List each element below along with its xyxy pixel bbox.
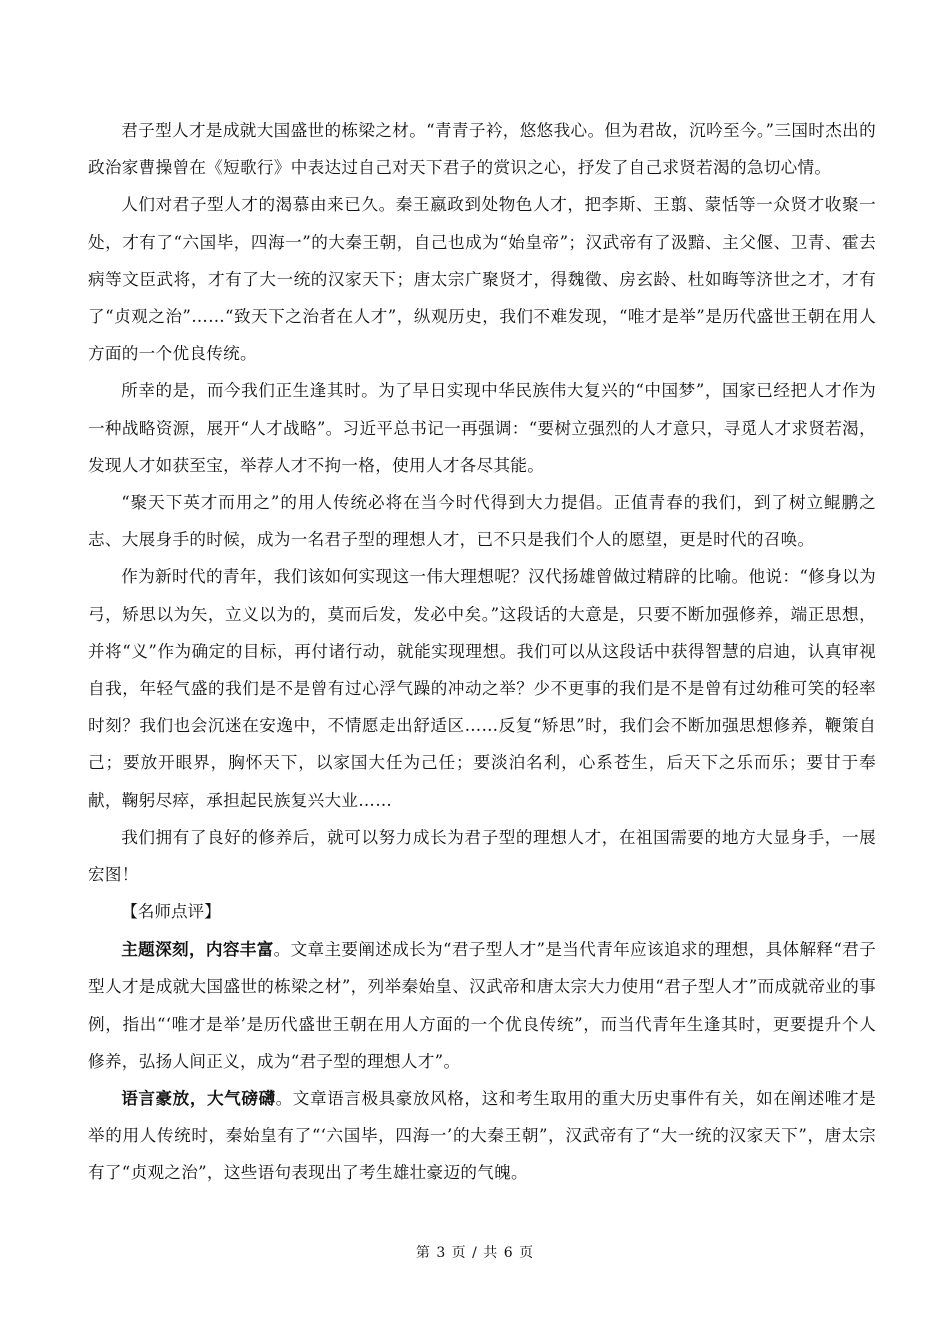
- essay-paragraph-4: “聚天下英才而用之”的用人传统必将在当今时代得到大力提倡。正值青春的我们，到了树立鲲鹏之志、大展身手的时候，成为一名君子型的理想人才，已不只是我们个人的愿望，更是时代的召唤。: [88, 493, 876, 550]
- review-item-2: [88, 1080, 876, 1192]
- essay-paragraph-1: 君子型人才是成就大国盛世的栋梁之材。“青青子衿，悠悠我心。但为君故，沉吟至今。”三国时杰出的政治家曹操曾在《短歌行》中表达过自己对天下君子的赏识之心，抒发了自己求贤若渴的急切心情。: [88, 121, 876, 178]
- review-item-1-text: 。文章主要阐述成长为“君子型人才”是当代青年应该追求的理想，具体解释“君子型人才是成就大国盛世的栋梁之材”，列举秦始皇、汉武帝和唐太宗大力使用“君子型人才”而成就帝业的事例，指出“‘唯才是举’是历代盛世王朝在用人方面的一个优良传统”，而当代青年生逢其时，更要提升个人修养，弘扬人间正义，成为“君子型的理想人才”。: [88, 940, 876, 1071]
- review-item-1-lead: 主题深刻，内容丰富: [121, 939, 274, 960]
- review-item-1: [88, 931, 876, 1080]
- essay-paragraph-2: 人们对君子型人才的渴慕由来已久。秦王嬴政到处物色人才，把李斯、王翦、蒙恬等一众贤才收聚一处，才有了“六国毕，四海一”的大秦王朝，自己也成为“始皇帝”；汉武帝有了汲黯、主父偃、卫青、霍去病等文臣武将，才有了大一统的汉家天下；唐太宗广聚贤才，得魏徵、房玄龄、杜如晦等济世之才，才有了“贞观之治”……“致天下之治者在人才”，纵观历史，我们不难发现，“唯才是举”是历代盛世王朝在用人方面的一个优良传统。: [88, 195, 876, 364]
- essay-paragraph-6: 我们拥有了良好的修养后，就可以努力成长为君子型的理想人才，在祖国需要的地方大显身手，一展宏图！: [88, 827, 876, 885]
- review-item-2-text: 。文章语言极具豪放风格，这和考生取用的重大历史事件有关，如在阐述唯才是举的用人传统时，秦始皇有了“‘六国毕，四海一’的大秦王朝”，汉武帝有了“大一统的汉家天下”，唐太宗有了“贞观之治”，这些语句表现出了考生雄壮豪迈的气魄。: [88, 1089, 876, 1183]
- essay-paragraph-5: 作为新时代的青年，我们该如何实现这一伟大理想呢？汉代扬雄曾做过精辟的比喻。他说：“修身以为弓，矫思以为矢，立义以为的，莫而后发，发必中矣。”这段话的大意是，只要不断加强修养，端正思想，并将“义”作为确定的目标，再付诸行动，就能实现理想。我们可以从这段话中获得智慧的启迪，认真审视自我，年轻气盛的我们是不是曾有过心浮气躁的冲动之举？少不更事的我们是不是曾有过幼稚可笑的轻率时刻？我们也会沉迷在安逸中，不情愿走出舒适区……反复“矫思”时，我们会不断加强思想修养，鞭策自己；要放开眼界，胸怀天下，以家国大任为己任；要淡泊名利，心系苍生，后天下之乐而乐；要甘于奉献，鞠躬尽瘁，承担起民族复兴大业……: [88, 567, 876, 810]
- page-footer: 第 3 页 / 共 6 页: [415, 1245, 535, 1261]
- review-item-2-lead: 语言豪放，大气磅礴: [121, 1088, 276, 1109]
- document-body: [88, 112, 876, 1192]
- review-heading: 【名师点评】: [121, 902, 221, 922]
- essay-paragraph-3: 所幸的是，而今我们正生逢其时。为了早日实现中华民族伟大复兴的“中国梦”，国家已经把人才作为一种战略资源，展开“人才战略”。习近平总书记一再强调：“要树立强烈的人才意只，寻觅人才求贤若渴，发现人才如获至宝，举荐人才不拘一格，使用人才各尽其能。: [88, 381, 876, 475]
